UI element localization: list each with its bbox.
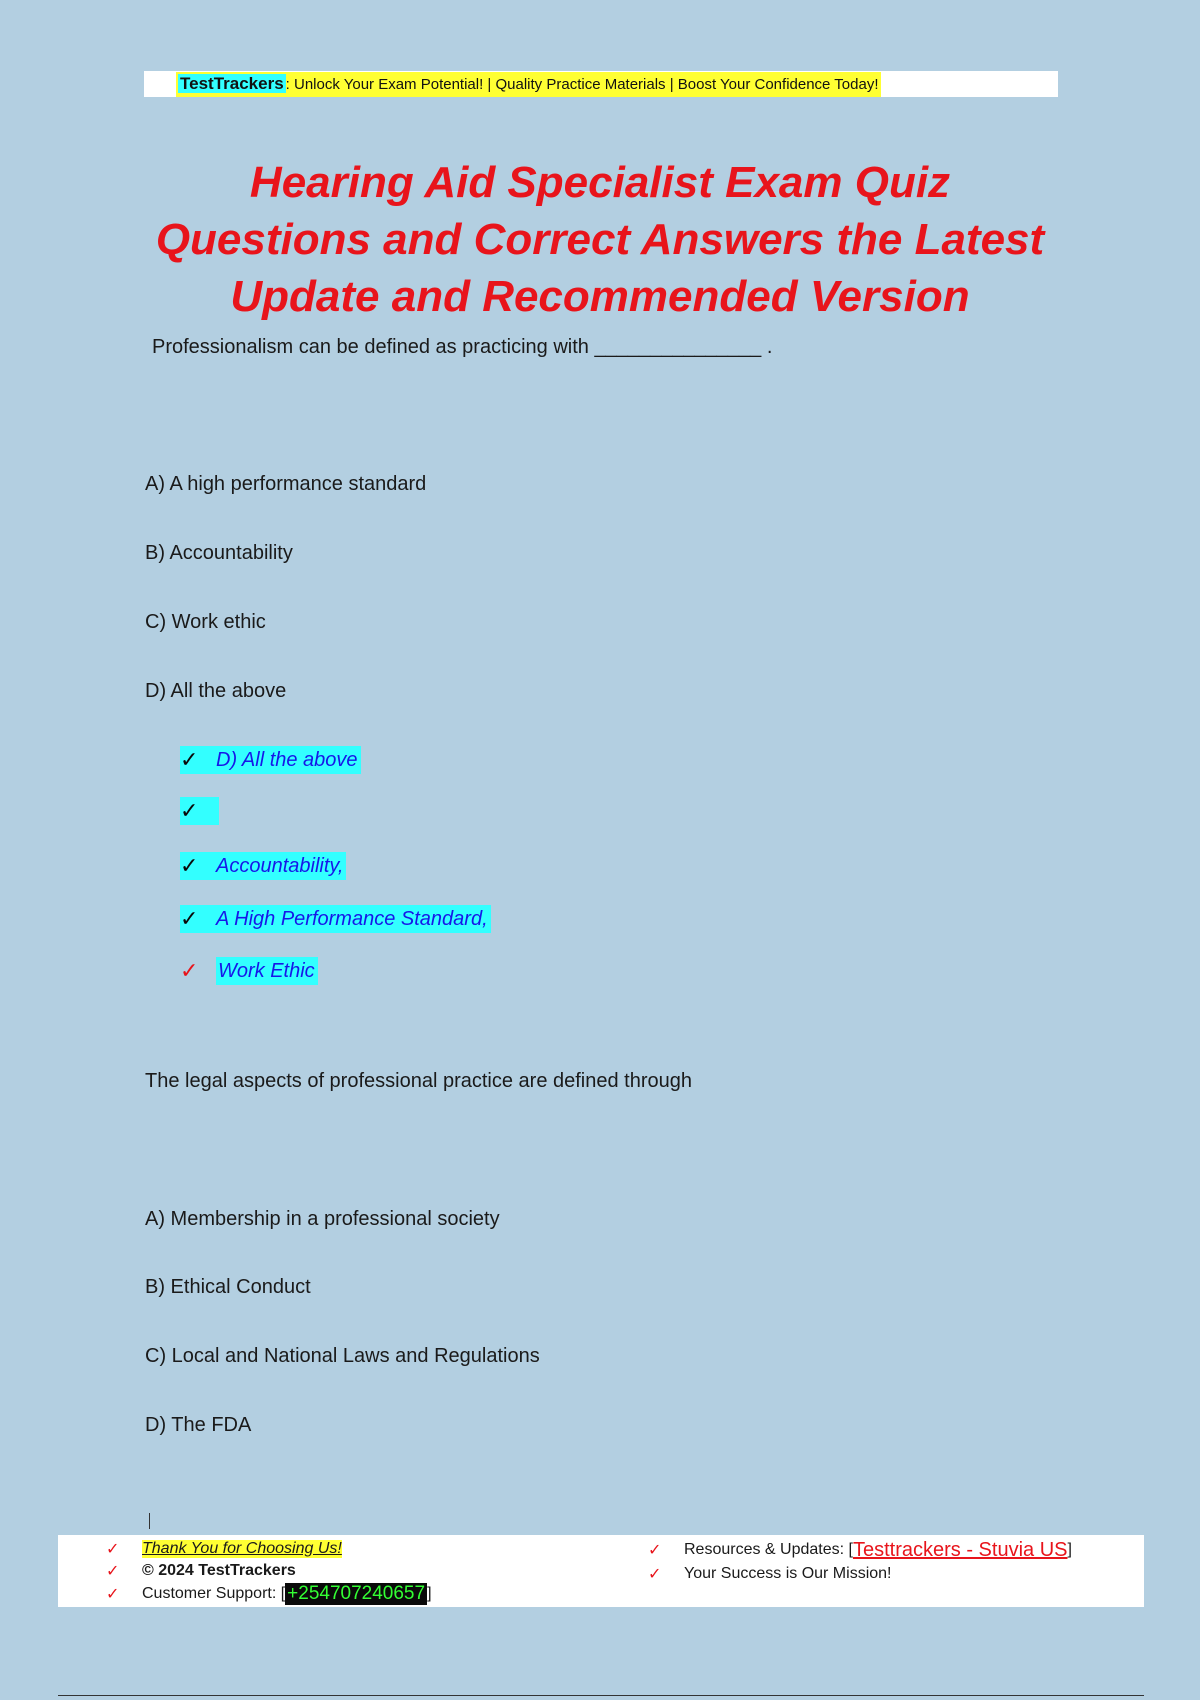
- support-phone[interactable]: +254707240657: [287, 1583, 426, 1604]
- footer-copyright: © 2024 TestTrackers: [142, 1562, 296, 1579]
- answer-item: [180, 746, 361, 774]
- answer-item: [180, 852, 346, 880]
- footer-mission-line: [648, 1563, 891, 1585]
- answer-highlight: [180, 797, 219, 825]
- bottom-divider: [58, 1695, 1144, 1696]
- footer-resources-line: [648, 1539, 1072, 1561]
- check-icon: ✓: [106, 1541, 120, 1558]
- title-line-2: Questions and Correct Answers the Latest: [155, 215, 1045, 264]
- resources-link[interactable]: Testtrackers - Stuvia US: [852, 1538, 1068, 1561]
- header-tagline: : Unlock Your Exam Potential! | Quality Practice Materials | Boost Your Confidence Today!: [285, 75, 879, 93]
- check-icon: ✓: [648, 1566, 662, 1583]
- brand-name: TestTrackers: [180, 73, 284, 93]
- title-line-1: Hearing Aid Specialist Exam Quiz: [249, 158, 951, 207]
- answer-highlight: ✓ A High Performance Standard,: [180, 905, 491, 933]
- question-2-option-b: B) Ethical Conduct: [145, 1276, 311, 1298]
- answer-item: [180, 957, 318, 985]
- answer-highlight: ✓ Accountability,: [180, 852, 346, 880]
- footer-copyright-line: [106, 1560, 296, 1582]
- check-icon: ✓: [648, 1542, 662, 1559]
- answer-highlight: ✓ D) All the above: [180, 746, 361, 774]
- footer-thanks: Thank You for Choosing Us!: [142, 1540, 342, 1557]
- question-1-option-b: B) Accountability: [145, 542, 293, 564]
- footer-thanks-line: [106, 1538, 342, 1560]
- check-icon: ✓: [180, 853, 199, 878]
- header-banner: [144, 71, 1058, 97]
- check-icon: ✓: [180, 958, 199, 983]
- question-2-option-a: A) Membership in a professional society: [145, 1208, 500, 1230]
- text-cursor: [149, 1513, 150, 1529]
- document-title: [130, 154, 1070, 325]
- check-icon: ✓: [180, 747, 199, 772]
- check-icon: ✓: [180, 798, 199, 823]
- footer-resources-label: Resources & Updates: [: [684, 1541, 853, 1558]
- answer-item: [180, 905, 491, 933]
- question-2-prompt: The legal aspects of professional practice are defined through: [145, 1070, 693, 1092]
- footer-support-label: Customer Support: [: [142, 1585, 286, 1602]
- footer-resources-close: ]: [1067, 1541, 1072, 1558]
- footer-support-close: ]: [427, 1585, 432, 1602]
- question-1-option-d: D) All the above: [145, 680, 287, 702]
- footer-mission: Your Success is Our Mission!: [684, 1565, 892, 1582]
- question-1-prompt: Professionalism can be defined as practicing with _______________ .: [152, 336, 773, 358]
- answer-highlight: Work Ethic: [216, 957, 318, 985]
- answer-item: [180, 797, 219, 825]
- footer-support-line: [106, 1583, 432, 1605]
- question-1-option-a: A) A high performance standard: [145, 473, 427, 495]
- check-icon: ✓: [180, 906, 199, 931]
- question-2-option-c: C) Local and National Laws and Regulations: [145, 1345, 540, 1367]
- check-icon: ✓: [106, 1563, 120, 1580]
- title-line-3: Update and Recommended Version: [230, 272, 970, 321]
- question-1-option-c: C) Work ethic: [145, 611, 266, 633]
- check-icon: ✓: [106, 1586, 120, 1603]
- question-2-option-d: D) The FDA: [145, 1414, 252, 1436]
- footer: [58, 1535, 1144, 1607]
- header-tagline-block: [176, 72, 881, 97]
